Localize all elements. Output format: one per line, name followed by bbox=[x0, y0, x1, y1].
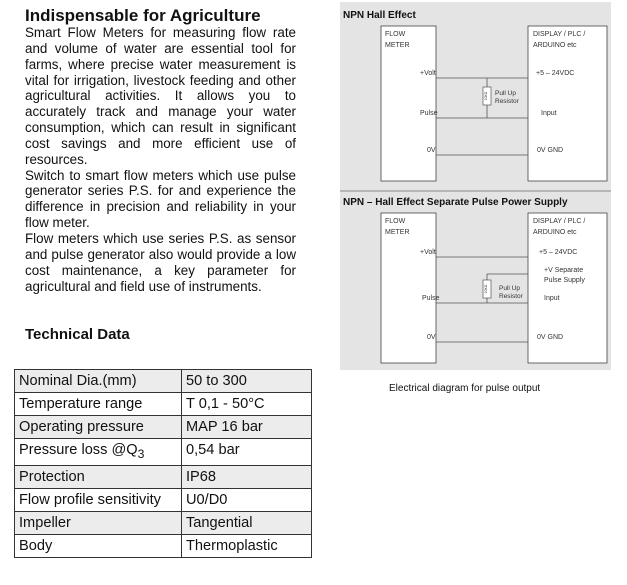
diagram1-pulse-label: Pulse bbox=[420, 110, 438, 117]
spec-value: Thermoplastic bbox=[182, 534, 312, 557]
diagram1-title: NPN Hall Effect bbox=[343, 10, 416, 21]
spec-label: Protection bbox=[15, 465, 182, 488]
diagram2-zero-label: 0V bbox=[427, 334, 436, 341]
diagram1-flow-label: FLOW bbox=[385, 31, 406, 38]
diagram2-input-label: Input bbox=[544, 295, 560, 302]
spec-label: Impeller bbox=[15, 511, 182, 534]
diagram2-separate-label-2: Pulse Supply bbox=[544, 277, 585, 284]
technical-data-table bbox=[14, 369, 312, 558]
spec-value: Tangential bbox=[182, 511, 312, 534]
diagram1-meter-label: METER bbox=[385, 42, 410, 49]
diagram1-display-box bbox=[528, 26, 607, 181]
diagram2-gnd-label: 0V GND bbox=[537, 334, 564, 341]
diagram2-separate-label: +V Separate bbox=[544, 267, 584, 274]
diagram2-meter-label: METER bbox=[385, 229, 410, 236]
diagram1-display-label: DISPLAY / PLC / bbox=[533, 31, 586, 38]
diagram1-gnd-label: 0V GND bbox=[537, 147, 564, 154]
diagram2-volt-label: +Volt bbox=[420, 249, 436, 256]
table-row bbox=[15, 416, 312, 439]
spec-label-subscript: 3 bbox=[137, 446, 145, 461]
intro-paragraph-1: Smart Flow Meters for measuring flow rate and volume of water are essential tool for farms, where precise water measurement is vital for irrigation, livestock feeding and other agricultural activities. It allows you to accurately track and manage your water consumption, which can result in significant cost savings and more efficient use of resources. bbox=[25, 25, 296, 167]
spec-value: T 0,1 - 50°C bbox=[182, 393, 312, 416]
table-row bbox=[15, 488, 312, 511]
technical-data-title: Technical Data bbox=[25, 326, 130, 343]
diagram1-arduino-label: ARDUINO etc bbox=[533, 42, 577, 49]
spec-label: Flow profile sensitivity bbox=[15, 488, 182, 511]
page-heading: Indispensable for Agriculture bbox=[25, 6, 261, 25]
table-row bbox=[15, 439, 312, 466]
diagram2-resistor-tag: 10KΩ bbox=[484, 284, 488, 294]
diagram2-resistor-label: Resistor bbox=[499, 293, 523, 300]
spec-label: Temperature range bbox=[15, 393, 182, 416]
diagram2-pullup-label: Pull Up bbox=[499, 285, 520, 292]
diagram1-pullup-label: Pull Up bbox=[495, 90, 516, 97]
table-row bbox=[15, 393, 312, 416]
diagram2-display-label: DISPLAY / PLC / bbox=[533, 218, 586, 225]
diagram1-input-label: Input bbox=[541, 110, 557, 117]
intro-text bbox=[25, 25, 296, 294]
diagram2-flow-label: FLOW bbox=[385, 218, 406, 225]
spec-value: 50 to 300 bbox=[182, 370, 312, 393]
spec-label bbox=[15, 439, 182, 466]
diagram1-volt-label: +Volt bbox=[420, 70, 436, 77]
intro-paragraph-3: Flow meters which use series P.S. as sensor and pulse generator also would provide a low cost maintenance, a key parameter for agricultural and field use of instruments. bbox=[25, 230, 296, 294]
diagram2-arduino-label: ARDUINO etc bbox=[533, 229, 577, 236]
wiring-diagrams-svg bbox=[340, 2, 611, 370]
table-row bbox=[15, 370, 312, 393]
spec-value: U0/D0 bbox=[182, 488, 312, 511]
diagram2-supply-label: +5 – 24VDC bbox=[539, 249, 578, 256]
spec-label: Nominal Dia.(mm) bbox=[15, 370, 182, 393]
spec-label: Operating pressure bbox=[15, 416, 182, 439]
spec-label: Body bbox=[15, 534, 182, 557]
diagram-caption: Electrical diagram for pulse output bbox=[389, 383, 541, 394]
diagram1-resistor-tag: 10KΩ bbox=[484, 91, 488, 101]
table-row bbox=[15, 511, 312, 534]
spec-label-text: Pressure loss @Q bbox=[19, 442, 138, 458]
spec-value: IP68 bbox=[182, 465, 312, 488]
diagram1-flow-meter-box bbox=[381, 26, 436, 181]
spec-value: MAP 16 bar bbox=[182, 416, 312, 439]
diagram1-supply-label: +5 – 24VDC bbox=[536, 70, 575, 77]
table-row bbox=[15, 534, 312, 557]
diagram2-title: NPN – Hall Effect Separate Pulse Power Supply bbox=[343, 197, 568, 208]
diagram2-pulse-label: Pulse bbox=[422, 295, 440, 302]
diagram1-resistor-label: Resistor bbox=[495, 98, 519, 105]
diagram1-zero-label: 0V bbox=[427, 147, 436, 154]
intro-paragraph-2: Switch to smart flow meters which use pulse generator series P.S. for and experience the difference in precision and reliability in your flow meter. bbox=[25, 167, 296, 231]
table-row bbox=[15, 465, 312, 488]
wiring-diagrams bbox=[340, 2, 611, 370]
spec-value: 0,54 bar bbox=[182, 439, 312, 466]
